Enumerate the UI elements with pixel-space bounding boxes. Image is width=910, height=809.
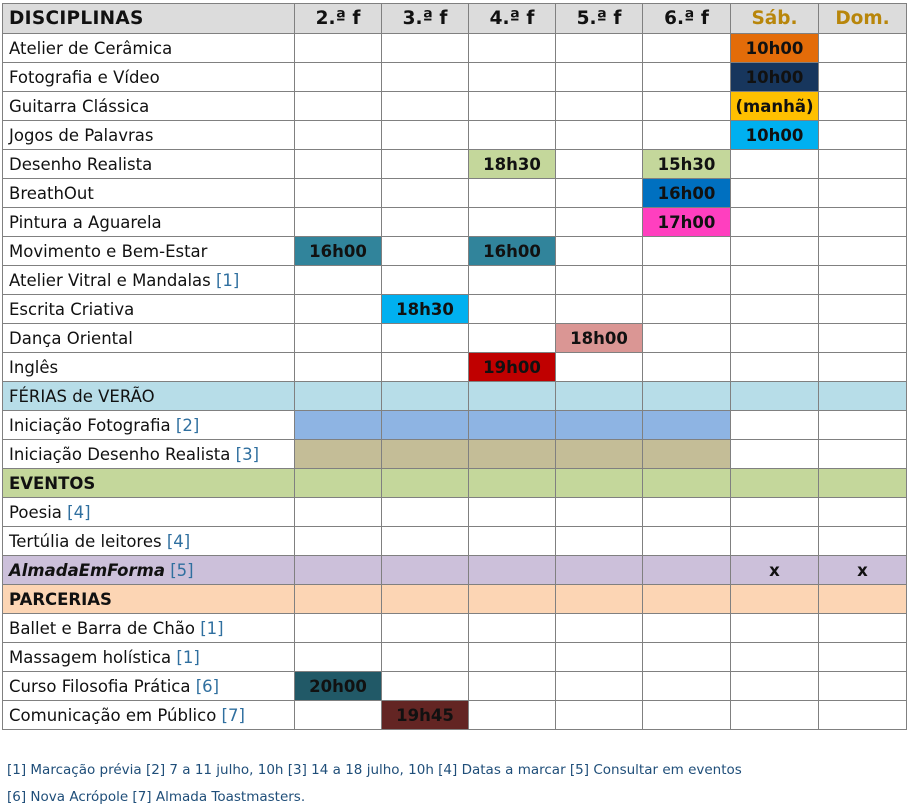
schedule-cell [556,121,643,150]
schedule-cell: 10h00 [731,34,819,63]
discipline-name [3,121,295,150]
schedule-cell [469,208,556,237]
schedule-cell [643,498,731,527]
discipline-name [3,643,295,672]
schedule-cell [731,701,819,730]
schedule-cell [643,643,731,672]
schedule-cell [819,324,907,353]
schedule-cell [819,498,907,527]
footnote-marker: [2] [175,415,200,435]
footnotes-line-2: [6] Nova Acrópole [7] Almada Toastmasters. [7,789,306,805]
schedule-cell [382,34,469,63]
schedule-cell [731,672,819,701]
schedule-cell [469,585,556,614]
discipline-row [3,92,907,121]
discipline-label: PARCERIAS [9,589,112,609]
schedule-cell [556,92,643,121]
schedule-cell [643,701,731,730]
day-header-wed: 4.ª f [469,4,556,34]
schedule-cell [469,411,556,440]
footnote-marker: [6] [195,676,220,696]
discipline-name [3,34,295,63]
schedule-cell: x [819,556,907,585]
header-row [3,4,907,34]
schedule-cell [819,643,907,672]
schedule-cell [382,266,469,295]
schedule-cell [643,585,731,614]
footnote-marker: [4] [67,502,91,522]
discipline-name [3,411,295,440]
discipline-row [3,324,907,353]
discipline-label: AlmadaEmForma [9,560,165,580]
discipline-label: Fotografia e Vídeo [9,67,160,87]
schedule-cell [295,208,382,237]
schedule-cell [382,382,469,411]
schedule-cell: (manhã) [731,92,819,121]
schedule-cell: 16h00 [643,179,731,208]
schedule-cell [819,469,907,498]
schedule-cell [819,266,907,295]
schedule-cell [382,643,469,672]
schedule-cell [295,34,382,63]
discipline-row [3,237,907,266]
schedule-cell [556,527,643,556]
discipline-name [3,353,295,382]
schedule-cell [295,63,382,92]
discipline-name [3,324,295,353]
section-row [3,585,907,614]
discipline-row [3,411,907,440]
schedule-cell [731,324,819,353]
schedule-cell [295,585,382,614]
discipline-label: Comunicação em Público [9,705,217,725]
schedule-cell [295,614,382,643]
schedule-cell [382,208,469,237]
schedule-cell [469,63,556,92]
discipline-label: Curso Filosofia Prática [9,676,191,696]
schedule-cell [295,643,382,672]
schedule-cell [556,237,643,266]
schedule-cell [731,150,819,179]
schedule-cell [643,556,731,585]
footnote-marker: [7] [221,705,245,725]
schedule-cell [382,440,469,469]
discipline-label: EVENTOS [9,473,96,493]
schedule-cell: 15h30 [643,150,731,179]
discipline-row [3,440,907,469]
footnotes-line-1: [1] Marcação prévia [2] 7 a 11 julho, 10h [3] 14 a 18 julho, 10h [4] Datas a marcar [5] Consultar em eventos [7,762,742,778]
schedule-cell [819,92,907,121]
schedule-cell [556,498,643,527]
schedule-cell [382,498,469,527]
schedule-cell [382,469,469,498]
schedule-cell [556,614,643,643]
schedule-cell [819,382,907,411]
discipline-label: Poesia [9,502,62,522]
schedule-cell [819,353,907,382]
schedule-cell [295,150,382,179]
schedule-cell: 19h00 [469,353,556,382]
discipline-label: Movimento e Bem-Estar [9,241,208,261]
schedule-cell [295,556,382,585]
schedule-cell [643,382,731,411]
schedule-cell [643,266,731,295]
discipline-label: Tertúlia de leitores [9,531,162,551]
footnote-marker: [1] [200,618,224,638]
discipline-row [3,498,907,527]
schedule-cell [469,498,556,527]
schedule-cell [382,353,469,382]
schedule-cell [469,527,556,556]
schedule-cell [469,92,556,121]
schedule-cell [556,179,643,208]
schedule-cell [295,121,382,150]
schedule-cell: 17h00 [643,208,731,237]
schedule-cell [819,63,907,92]
discipline-name [3,179,295,208]
discipline-row [3,527,907,556]
schedule-cell [643,614,731,643]
schedule-cell [731,179,819,208]
discipline-name [3,92,295,121]
discipline-label: Ballet e Barra de Chão [9,618,195,638]
schedule-cell [643,353,731,382]
discipline-name [3,295,295,324]
schedule-cell [382,150,469,179]
schedule-cell [556,440,643,469]
schedule-cell [469,121,556,150]
schedule-cell [643,324,731,353]
schedule-cell [382,672,469,701]
schedule-cell [731,469,819,498]
day-header-thu: 5.ª f [556,4,643,34]
schedule-cell [556,643,643,672]
discipline-label: Iniciação Desenho Realista [9,444,231,464]
discipline-label: Jogos de Palavras [9,125,154,145]
schedule-cell [643,34,731,63]
schedule-cell [295,527,382,556]
discipline-name [3,585,295,614]
schedule-cell [295,353,382,382]
discipline-label: Escrita Criativa [9,299,135,319]
schedule-cell [295,411,382,440]
discipline-row [3,179,907,208]
discipline-name [3,672,295,701]
schedule-cell [382,614,469,643]
section-row [3,382,907,411]
footnote-marker: [5] [170,560,194,580]
schedule-cell [819,208,907,237]
schedule-cell [819,585,907,614]
schedule-cell [556,672,643,701]
schedule-cell [556,353,643,382]
schedule-cell [556,63,643,92]
day-header-sat: Sáb. [731,4,819,34]
schedule-cell [731,440,819,469]
schedule-cell [819,614,907,643]
discipline-name [3,266,295,295]
schedule-cell [556,411,643,440]
schedule-cell: 16h00 [469,237,556,266]
disciplines-header: DISCIPLINAS [3,4,295,34]
discipline-row [3,643,907,672]
discipline-label: Desenho Realista [9,154,153,174]
schedule-cell: 20h00 [295,672,382,701]
schedule-cell [382,237,469,266]
schedule-cell [643,92,731,121]
schedule-cell [819,411,907,440]
schedule-cell [295,382,382,411]
schedule-cell [556,585,643,614]
day-header-fri: 6.ª f [643,4,731,34]
schedule-cell [643,121,731,150]
schedule-cell: x [731,556,819,585]
schedule-cell [556,266,643,295]
footnote-marker: [4] [166,531,191,551]
discipline-row [3,353,907,382]
footnote-marker: [1] [176,647,200,667]
schedule-cell [469,701,556,730]
discipline-row [3,208,907,237]
schedule-cell [819,440,907,469]
schedule-cell [382,179,469,208]
footnote-marker: [1] [216,270,240,290]
schedule-cell [819,34,907,63]
discipline-row [3,266,907,295]
schedule-cell [643,440,731,469]
schedule-cell [295,92,382,121]
day-header-sun: Dom. [819,4,907,34]
discipline-name [3,208,295,237]
schedule-cell [382,63,469,92]
discipline-label: Atelier de Cerâmica [9,38,173,58]
schedule-cell [295,179,382,208]
schedule-cell [731,382,819,411]
schedule-cell [731,643,819,672]
schedule-cell [731,237,819,266]
schedule-cell [295,498,382,527]
discipline-row [3,701,907,730]
day-header-mon: 2.ª f [295,4,382,34]
schedule-cell [556,382,643,411]
schedule-cell [469,295,556,324]
discipline-name [3,469,295,498]
discipline-name [3,556,295,585]
schedule-cell [556,34,643,63]
discipline-name [3,614,295,643]
schedule-cell [643,672,731,701]
discipline-name [3,63,295,92]
discipline-label: Guitarra Clássica [9,96,150,116]
discipline-row [3,614,907,643]
schedule-cell [469,382,556,411]
schedule-cell: 16h00 [295,237,382,266]
schedule-cell [469,672,556,701]
schedule-cell [731,208,819,237]
schedule-cell [469,266,556,295]
schedule-cell [382,556,469,585]
schedule-cell [731,585,819,614]
schedule-cell [643,411,731,440]
schedule-cell: 10h00 [731,121,819,150]
footnote-marker: [3] [235,444,260,464]
discipline-label: Dança Oriental [9,328,133,348]
schedule-cell [819,672,907,701]
discipline-row [3,556,907,585]
discipline-label: FÉRIAS de VERÃO [9,386,155,406]
schedule-cell [556,150,643,179]
schedule-cell [731,527,819,556]
schedule-cell [819,527,907,556]
schedule-cell [382,411,469,440]
schedule-cell [382,324,469,353]
day-header-tue: 3.ª f [382,4,469,34]
schedule-cell [469,34,556,63]
discipline-name [3,440,295,469]
schedule-cell [556,295,643,324]
schedule-cell [469,614,556,643]
schedule-cell [469,440,556,469]
schedule-cell [295,469,382,498]
schedule-cell [643,237,731,266]
schedule-cell [295,701,382,730]
schedule-cell [731,411,819,440]
schedule-body [3,34,907,730]
discipline-name [3,150,295,179]
discipline-row [3,295,907,324]
schedule-cell [819,237,907,266]
discipline-row [3,34,907,63]
discipline-row [3,121,907,150]
discipline-row [3,672,907,701]
discipline-label: Pintura a Aguarela [9,212,162,232]
discipline-name [3,382,295,411]
schedule-cell [819,150,907,179]
schedule-cell [382,92,469,121]
schedule-cell [382,585,469,614]
schedule-cell [819,121,907,150]
schedule-cell [731,498,819,527]
discipline-label: Massagem holística [9,647,172,667]
section-row [3,469,907,498]
schedule-cell [819,701,907,730]
schedule-cell [731,614,819,643]
schedule-cell [819,295,907,324]
schedule-cell [469,324,556,353]
discipline-label: Inglês [9,357,59,377]
schedule-cell [382,121,469,150]
schedule-cell [731,295,819,324]
discipline-name [3,527,295,556]
schedule-cell [469,179,556,208]
schedule-cell [295,295,382,324]
discipline-label: Atelier Vitral e Mandalas [9,270,211,290]
schedule-cell [643,63,731,92]
schedule-cell [643,527,731,556]
schedule-cell [556,469,643,498]
schedule-cell [295,440,382,469]
schedule-cell [556,208,643,237]
schedule-cell: 10h00 [731,63,819,92]
discipline-label: Iniciação Fotografia [9,415,171,435]
discipline-name [3,498,295,527]
schedule-cell [731,266,819,295]
schedule-cell [643,469,731,498]
schedule-cell [469,643,556,672]
schedule-cell [556,556,643,585]
schedule-cell [295,324,382,353]
schedule-cell: 19h45 [382,701,469,730]
discipline-row [3,150,907,179]
schedule-cell [643,295,731,324]
schedule-cell: 18h00 [556,324,643,353]
schedule-cell [819,179,907,208]
schedule-cell: 18h30 [382,295,469,324]
schedule-cell [556,701,643,730]
schedule-cell [469,556,556,585]
discipline-name [3,701,295,730]
schedule-cell: 18h30 [469,150,556,179]
discipline-name [3,237,295,266]
schedule-cell [469,469,556,498]
schedule-table [2,3,907,730]
discipline-label: BreathOut [9,183,94,203]
schedule-cell [731,353,819,382]
schedule-cell [382,527,469,556]
discipline-row [3,63,907,92]
schedule-cell [295,266,382,295]
